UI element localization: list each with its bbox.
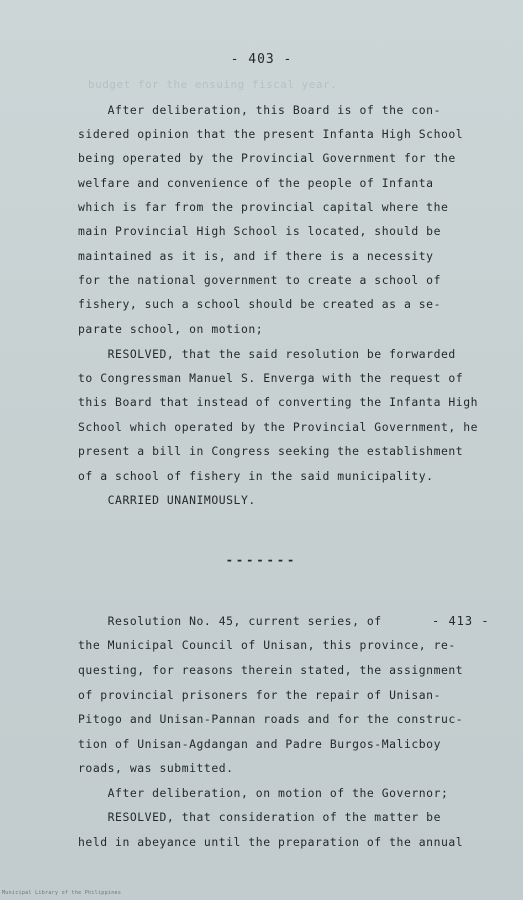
section-divider: ------- [225, 553, 298, 567]
text-line: Resolution No. 45, current series, of [78, 614, 382, 628]
page-number: - 403 - [230, 52, 293, 67]
carried-unanimously: CARRIED UNANIMOUSLY. [78, 493, 256, 507]
text-line: this Board that instead of converting the Infanta High [78, 395, 479, 409]
text-line: present a bill in Congress seeking the establishment [78, 444, 464, 458]
text-line: for the national government to create a school of [78, 273, 441, 287]
text-line: of provincial prisoners for the repair of Unisan- [78, 688, 441, 702]
text-line: roads, was submitted. [78, 761, 234, 775]
text-line: Pitogo and Unisan-Pannan roads and for the construc- [78, 712, 464, 726]
text-line: After deliberation, on motion of the Governor; [78, 786, 449, 800]
margin-reference-number: - 413 - [432, 614, 490, 628]
text-line: tion of Unisan-Agdangan and Padre Burgos-Malicboy [78, 737, 441, 751]
text-line: questing, for reasons therein stated, the assignment [78, 663, 464, 677]
text-line: held in abeyance until the preparation of the annual [78, 835, 464, 849]
text-line: welfare and convenience of the people of Infanta [78, 176, 434, 190]
text-line: RESOLVED, that consideration of the matter be [78, 810, 441, 824]
text-line: After deliberation, this Board is of the con- [78, 103, 441, 117]
scan-footer: Municipal Library of the Philippines [2, 890, 122, 896]
text-line: maintained as it is, and if there is a necessity [78, 249, 434, 263]
text-line: to Congressman Manuel S. Enverga with the request of [78, 371, 464, 385]
text-line: which is far from the provincial capital where the [78, 200, 449, 214]
text-line: main Provincial High School is located, should be [78, 224, 441, 238]
text-line: School which operated by the Provincial Government, he [78, 420, 479, 434]
text-line: being operated by the Provincial Government for the [78, 151, 456, 165]
text-line: RESOLVED, that the said resolution be forwarded [78, 347, 456, 361]
text-line: of a school of fishery in the said municipality. [78, 469, 434, 483]
bleed-through-text: budget for the ensuing fiscal year. [88, 78, 338, 91]
text-line: the Municipal Council of Unisan, this province, re- [78, 638, 456, 652]
text-line: fishery, such a school should be created as a se- [78, 297, 441, 311]
text-line: sidered opinion that the present Infanta High School [78, 127, 464, 141]
text-line: parate school, on motion; [78, 322, 264, 336]
